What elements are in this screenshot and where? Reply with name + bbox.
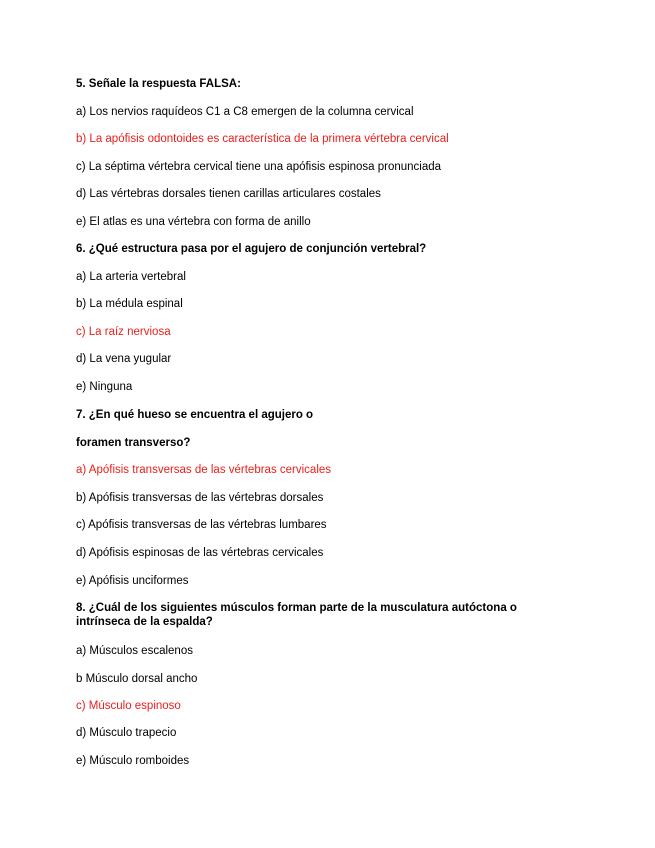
question-7-option-b: b) Apófisis transversas de las vértebras dorsales [76,492,324,504]
question-6-option-b: b) La médula espinal [76,298,183,310]
question-5-option-c: c) La séptima vértebra cervical tiene una apófisis espinosa pronunciada [76,161,442,173]
question-8-option-c-correct: c) Músculo espinoso [76,700,181,712]
question-8-option-a: a) Músculos escalenos [76,645,193,657]
question-5-option-d: d) Las vértebras dorsales tienen carillas articulares costales [76,188,381,200]
question-6-option-e: e) Ninguna [76,381,133,393]
question-8-option-e: e) Músculo romboides [76,755,190,767]
question-6-option-c-correct: c) La raíz nerviosa [76,326,171,338]
question-6-option-a: a) La arteria vertebral [76,271,186,283]
question-7-title-line-1: 7. ¿En qué hueso se encuentra el agujero o [76,409,314,421]
question-7-option-d: d) Apófisis espinosas de las vértebras cervicales [76,547,324,559]
question-8-option-b: b Músculo dorsal ancho [76,673,198,685]
question-5-option-a: a) Los nervios raquídeos C1 a C8 emergen de la columna cervical [76,106,414,118]
question-8-title: 8. ¿Cuál de los siguientes músculos forman parte de la musculatura autóctona o intrínseca de la espalda? [76,602,517,628]
question-7-option-e: e) Apófisis unciformes [76,575,189,587]
question-5-option-b-correct: b) La apófisis odontoides es característica de la primera vértebra cervical [76,133,449,145]
question-7-title-line-2: foramen transverso? [76,437,191,449]
question-6-option-d: d) La vena yugular [76,353,172,365]
question-5-title: 5. Señale la respuesta FALSA: [76,78,241,90]
question-5-option-e: e) El atlas es una vértebra con forma de anillo [76,216,311,228]
question-7-option-a-correct: a) Apófisis transversas de las vértebras cervicales [76,464,332,476]
question-8-option-d: d) Músculo trapecio [76,727,177,739]
question-6-title: 6. ¿Qué estructura pasa por el agujero de conjunción vertebral? [76,243,427,255]
question-7-option-c: c) Apófisis transversas de las vértebras lumbares [76,519,327,531]
